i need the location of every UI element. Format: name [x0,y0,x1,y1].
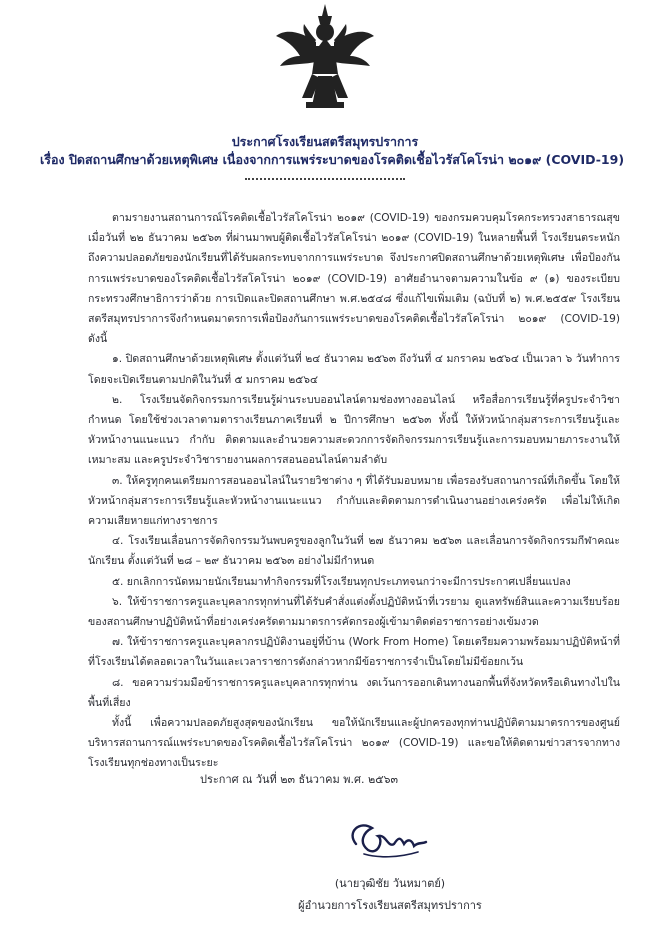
list-item: ๓. ให้ครูทุกคนเตรียมการสอนออนไลน์ในรายวิชาต่าง ๆ ที่ได้รับมอบหมาย เพื่อรองรับสถานการณ์ที่เกิดขึ้น โดยให้หัวหน้ากลุ่มสาระการเรียนรู้และหัวหน้างานแนะแนว กำกับและติดตามการดำเนินงานอย่างเคร่งครัด เพื่อไม่ให้เกิดความเสียหายแก่ทางราชการ [88,474,620,528]
list-item: ๒. โรงเรียนจัดกิจกรรมการเรียนรู้ผ่านระบบออนไลน์ตามช่องทางออนไลน์ หรือสื่อการเรียนรู้ที่ครูประจำวิชากำหนด โดยใช้ช่วงเวลาตามตารางเรียนภาคเรียนที่ ๒ ปีการศึกษา ๒๕๖๓ ทั้งนี้ ให้หัวหน้ากลุ่มสาระการเรียนรู้และหัวหน้างานแนะแนว กำกับ ติดตามและอำนวยความสะดวกการจัดกิจกรรมการเรียนรู้และการมอบหมายภาระงานให้เหมาะสม และครูประจำวิชารายงานผลการสอนออนไลน์ตามลำดับ [88,393,620,467]
announcement-subject: เรื่อง ปิดสถานศึกษาด้วยเหตุพิเศษ เนื่องจากการแพร่ระบาดของโรคติดเชื้อไวรัสโคโรน่า ๒๐๑๙ (COVID-19) [40,152,625,167]
announcement-title: ประกาศโรงเรียนสตรีสมุทรปราการ [231,134,419,149]
announcement-body [88,208,620,774]
signer-position: ผู้อำนวยการโรงเรียนสตรีสมุทรปราการ [298,899,482,912]
list-item: ๕. ยกเลิกการนัดหมายนักเรียนมาทำกิจกรรมที่โรงเรียนทุกประเภทจนกว่าจะมีการประกาศเปลี่ยนแปลง [112,575,571,588]
garuda-emblem-icon [272,2,378,114]
list-item: ๑. ปิดสถานศึกษาด้วยเหตุพิเศษ ตั้งแต่วันที่ ๒๔ ธันวาคม ๒๕๖๓ ถึงวันที่ ๔ มกราคม ๒๕๖๔ เป็นเวลา ๖ วันทำการ โดยจะเปิดเรียนตามปกติในวันที่ ๕ มกราคม ๒๕๖๔ [88,353,620,386]
list-item: ๘. ขอความร่วมมือข้าราชการครูและบุคลากรทุกท่าน งดเว้นการออกเดินทางนอกพื้นที่จังหวัดหรือเดินทางไปในพื้นที่เสี่ยง [88,676,620,709]
announcement-date: ประกาศ ณ วันที่ ๒๓ ธันวาคม พ.ศ. ๒๕๖๓ [200,773,399,786]
list-item: ๗. ให้ข้าราชการครูและบุคลากรปฏิบัติงานอยู่ที่บ้าน (Work From Home) โดยเตรียมความพร้อมมาปฏิบัติหน้าที่ที่โรงเรียนได้ตลอดเวลาในวันและเวลาราชการดังกล่าวหากมีข้อราชการจำเป็นโดยไม่มีข้อยกเว้น [88,636,620,669]
closing-paragraph: ทั้งนี้ เพื่อความปลอดภัยสูงสุดของนักเรียน ขอให้นักเรียนและผู้ปกครองทุกท่านปฏิบัติตามมาตรการของศูนย์บริหารสถานการณ์แพร่ระบาดของโรคติดเชื้อไวรัสโคโรน่า ๒๐๑๙ (COVID-19) และขอให้ติดตามข่าวสารจากทางโรงเรียนทุกช่องทางเป็นระยะ [88,717,620,770]
intro-paragraph: ตามรายงานสถานการณ์โรคติดเชื้อไวรัสโคโรน่า ๒๐๑๙ (COVID-19) ของกรมควบคุมโรคกระทรวงสาธารณสุข เมื่อวันที่ ๒๒ ธันวาคม ๒๕๖๓ ที่ผ่านมาพบผู้ติดเชื้อไวรัสโคโรน่า ๒๐๑๙ (COVID-19) ในหลายพื้นที่ โรงเรียนตระหนักถึงความปลอดภัยของนักเรียนที่ได้รับผลกระทบจากการแพร่ระบาด จึงประกาศปิดสถานศึกษาด้วยเหตุพิเศษ เพื่อป้องกันการแพร่ระบาดของโรคติดเชื้อไวรัสโคโรน่า ๒๐๑๙ (COVID-19) อาศัยอำนาจตามความในข้อ ๙ (๑) ของระเบียบกระทรวงศึกษาธิการว่าด้วย การเปิดและปิดสถานศึกษา พ.ศ.๒๕๔๘ ซึ่งแก้ไขเพิ่มเติม (ฉบับที่ ๒) พ.ศ.๒๕๕๙ โรงเรียนสตรีสมุทรปราการจึงกำหนดมาตรการเพื่อป้องกันการแพร่ระบาดของโรคติดเชื้อไวรัสโคโรน่า ๒๐๑๙ (COVID-19) ดังนี้ [88,212,620,346]
signer-name: (นายวุฒิชัย วันหมาตย์) [334,877,446,890]
handwritten-signature-icon [338,814,428,866]
title-divider [245,178,405,180]
list-item: ๖. ให้ข้าราชการครูและบุคลากรทุกท่านที่ได้รับคำสั่งแต่งตั้งปฏิบัติหน้าที่เวรยาม ดูแลทรัพย์สินและความเรียบร้อยของสถานศึกษาปฏิบัติหน้าที่อย่างเคร่งครัดตามมาตรการคัดกรองผู้เข้ามาติดต่อราชการอย่างเข้มงวด [88,595,620,629]
list-item: ๔. โรงเรียนเลื่อนการจัดกิจกรรมวันพบครูของลูกในวันที่ ๒๗ ธันวาคม ๒๕๖๓ และเลื่อนการจัดกิจกรรมกีฬาคณะนักเรียน ตั้งแต่วันที่ ๒๘ – ๒๙ ธันวาคม ๒๕๖๓ อย่างไม่มีกำหนด [88,535,620,568]
